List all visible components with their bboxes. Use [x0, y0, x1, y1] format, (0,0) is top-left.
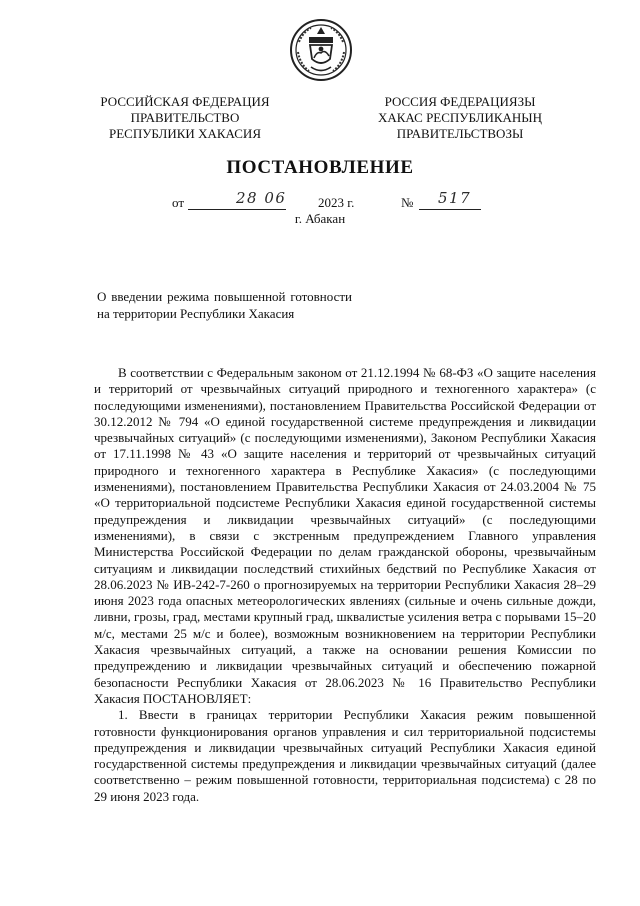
- document-title: ПОСТАНОВЛЕНИЕ: [226, 157, 414, 178]
- preamble-paragraph: В соответствии с Федеральным законом от 21.12.1994 № 68-ФЗ «О защите населения и территорий от чрезвычайных ситуаций природного и техногенного характера» (с последующими изменениями), постановлением Правительства Российской Федерации от 30.12.2012 № 794 «О единой государственной системе предупреждения и ликвидации чрезвычайных ситуаций» (с последующими изменениями), Законом Республики Хакасия от 17.11.1998 № 43 «О защите населения и территорий от чрезвычайных ситуаций природного и техногенного характера в Республике Хакасия» (с последующими изменениями), постановлением Правительства Республики Хакасия от 24.03.2004 № 75 «О территориальной подсистеме Республики Хакасия единой государственной системы предупреждения и ликвидации чрезвычайных ситуаций» (с последующими изменениями), в связи с экстренным предупреждением Главного управления Министерства Российской Федерации по делам гражданской обороны, чрезвычайным ситуациям и ликвидации последствий стихийных бедствий по Республике Хакасия от 28.06.2023 № ИВ-242-7-260 о прогнозируемых на территории Республики Хакасия 28–29 июня 2023 года опасных метеорологических явлениях (сильные и очень сильные дожди, ливни, грозы, град, местами крупный град, шквалистые усиления ветра с порывами 15–20 м/с, местами 25 м/с и более), возможным возникновением на территории Республики Хакасия чрезвычайных ситуаций, а также на основании решения Комиссии по предупреждению и ликвидации чрезвычайных ситуаций и обеспечению пожарной безопасности Республики Хакасия от 28.06.2023 № 16 Правительство Республики Хакасия ПОСТАНОВЛЯЕТ:: [94, 365, 596, 706]
- coat-of-arms-icon: [289, 18, 353, 82]
- number-sign: №: [401, 195, 414, 210]
- issuer-header-khakas: [365, 94, 555, 142]
- year-label: 2023 г.: [318, 195, 355, 210]
- document-body: [94, 365, 596, 805]
- issuer-header-line: РОССИЙСКАЯ ФЕДЕРАЦИЯ: [100, 94, 270, 109]
- issuer-header-line: ХАКАС РЕСПУБЛИКАНЫҢ: [377, 110, 543, 125]
- number-handwritten: 517: [438, 189, 472, 207]
- issuer-header-russian: [90, 94, 280, 142]
- document-subject: О введении режима повышенной готовности на территории Республики Хакасия: [97, 289, 352, 321]
- number-underline: [419, 209, 481, 210]
- date-prefix: от: [172, 195, 185, 210]
- date-handwritten: 28 06: [236, 189, 287, 207]
- issuer-header-line: ПРАВИТЕЛЬСТВО: [130, 110, 240, 125]
- issuer-header-line: ПРАВИТЕЛЬСТВОЗЫ: [396, 126, 524, 141]
- date-underline: [188, 209, 286, 210]
- date-number-line: [0, 189, 640, 213]
- city-label: г. Абакан: [294, 211, 346, 226]
- clause-1-paragraph: 1. Ввести в границах территории Республики Хакасия режим повышенной готовности функционирования органов управления и сил территориальной подсистемы предупреждения и ликвидации чрезвычайных ситуаций Республики Хакасия единой государственной системы предупреждения и ликвидации чрезвычайных ситуаций (далее соответственно – режим повышенной готовности, территориальная подсистема) с 28 по 29 июня 2023 года.: [94, 707, 596, 804]
- issuer-header-line: РОССИЯ ФЕДЕРАЦИЯЗЫ: [384, 94, 536, 109]
- issuer-header-line: РЕСПУБЛИКИ ХАКАСИЯ: [108, 126, 261, 141]
